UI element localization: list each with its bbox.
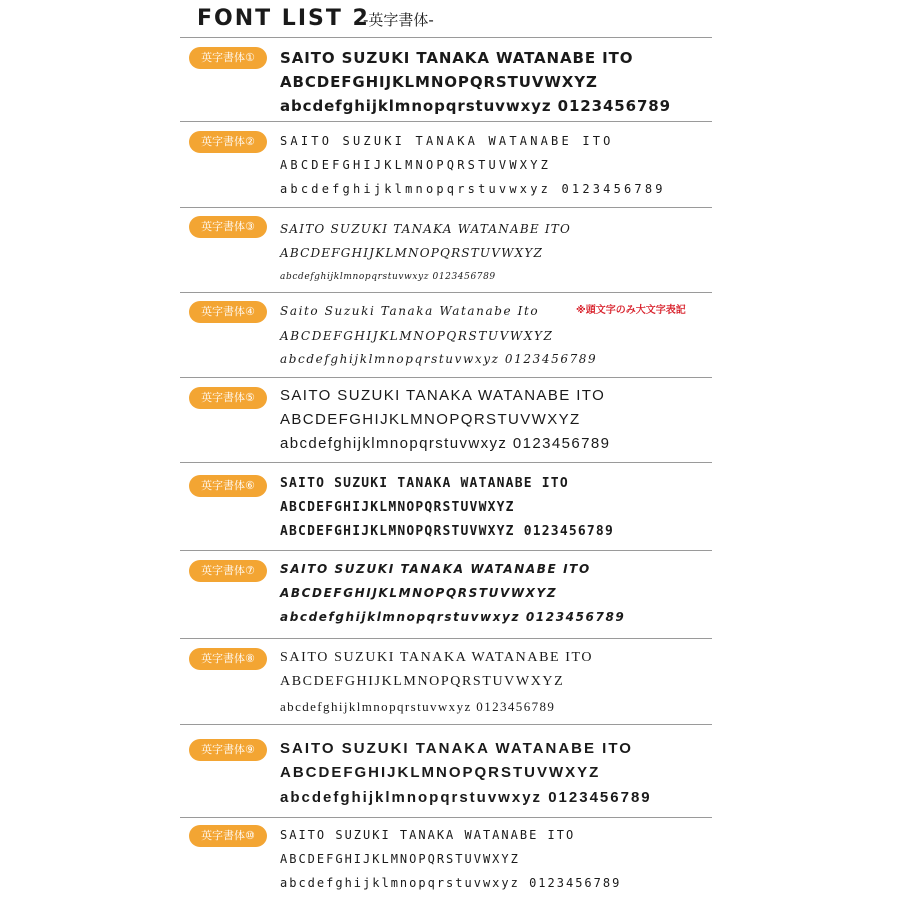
sample-lowercase-3: abcdefghijklmnopqrstuvwxyz 0123456789: [280, 272, 496, 282]
sample-lowercase-10: abcdefghijklmnopqrstuvwxyz 0123456789: [280, 876, 622, 890]
sample-lowercase-2: abcdefghijklmnopqrstuvwxyz 0123456789: [280, 182, 666, 196]
sample-names-2: SAITO SUZUKI TANAKA WATANABE ITO: [280, 134, 614, 148]
sample-names-8: SAITO SUZUKI TANAKA WATANABE ITO: [280, 650, 594, 665]
sample-uppercase-10: ABCDEFGHIJKLMNOPQRSTUVWXYZ: [280, 852, 520, 866]
font-badge-4: 英字書体④: [189, 301, 267, 323]
sample-lowercase-9: abcdefghijklmnopqrstuvwxyz 0123456789: [280, 789, 652, 806]
font-row-1: [180, 38, 720, 122]
font-badge-3: 英字書体③: [189, 216, 267, 238]
sample-lowercase-7: abcdefghijklmnopqrstuvwxyz 0123456789: [280, 610, 626, 624]
sample-names-3: SAITO SUZUKI TANAKA WATANABE ITO: [280, 222, 572, 236]
sample-uppercase-6: ABCDEFGHIJKLMNOPQRSTUVWXYZ: [280, 500, 515, 515]
font-badge-8: 英字書体⑧: [189, 648, 267, 670]
sample-uppercase-7: ABCDEFGHIJKLMNOPQRSTUVWXYZ: [280, 586, 558, 600]
sample-names-6: SAITO SUZUKI TANAKA WATANABE ITO: [280, 476, 569, 491]
sample-names-7: SAITO SUZUKI TANAKA WATANABE ITO: [280, 562, 591, 576]
font-badge-1: 英字書体①: [189, 47, 267, 69]
sample-lowercase-1: abcdefghijklmnopqrstuvwxyz 0123456789: [280, 97, 671, 115]
font-badge-10: 英字書体⑩: [189, 825, 267, 847]
font-badge-9: 英字書体⑨: [189, 739, 267, 761]
font-row-6: [180, 463, 720, 551]
font-row-2: [180, 122, 720, 208]
sample-uppercase-4: ABCDEFGHIJKLMNOPQRSTUVWXYZ: [280, 329, 554, 343]
font-list-page: [180, 0, 720, 900]
page-subtitle: -英字書体-: [363, 11, 434, 29]
font-row-9: [180, 725, 720, 818]
page-header: [180, 0, 720, 40]
sample-uppercase-2: ABCDEFGHIJKLMNOPQRSTUVWXYZ: [280, 158, 552, 172]
font-badge-2: 英字書体②: [189, 131, 267, 153]
sample-names-10: SAITO SUZUKI TANAKA WATANABE ITO: [280, 828, 576, 842]
font-row-5: [180, 378, 720, 463]
sample-names-1: SAITO SUZUKI TANAKA WATANABE ITO: [280, 49, 634, 67]
font-badge-7: 英字書体⑦: [189, 560, 267, 582]
capitalization-note: ※頭文字のみ大文字表記: [576, 305, 686, 316]
font-badge-5: 英字書体⑤: [189, 387, 267, 409]
sample-uppercase-8: ABCDEFGHIJKLMNOPQRSTUVWXYZ: [280, 674, 565, 689]
sample-uppercase-9: ABCDEFGHIJKLMNOPQRSTUVWXYZ: [280, 764, 601, 781]
sample-lowercase-5: abcdefghijklmnopqrstuvwxyz 0123456789: [280, 435, 611, 452]
sample-names-5: SAITO SUZUKI TANAKA WATANABE ITO: [280, 387, 606, 404]
font-row-7: [180, 551, 720, 639]
sample-names-9: SAITO SUZUKI TANAKA WATANABE ITO: [280, 740, 633, 757]
sample-lowercase-8: abcdefghijklmnopqrstuvwxyz 0123456789: [280, 699, 556, 714]
font-row-4: [180, 293, 720, 378]
page-title: FONT LIST 2: [197, 6, 370, 31]
font-row-3: [180, 208, 720, 293]
sample-uppercase-5: ABCDEFGHIJKLMNOPQRSTUVWXYZ: [280, 411, 581, 428]
sample-lowercase-6: ABCDEFGHIJKLMNOPQRSTUVWXYZ 0123456789: [280, 524, 614, 539]
sample-uppercase-3: ABCDEFGHIJKLMNOPQRSTUVWXYZ: [280, 246, 544, 260]
sample-names-4: Saito Suzuki Tanaka Watanabe Ito: [280, 304, 540, 318]
sample-uppercase-1: ABCDEFGHIJKLMNOPQRSTUVWXYZ: [280, 73, 598, 91]
font-row-10: [180, 818, 720, 900]
font-row-8: [180, 639, 720, 725]
sample-lowercase-4: abcdefghijklmnopqrstuvwxyz 0123456789: [280, 352, 598, 366]
font-badge-6: 英字書体⑥: [189, 475, 267, 497]
